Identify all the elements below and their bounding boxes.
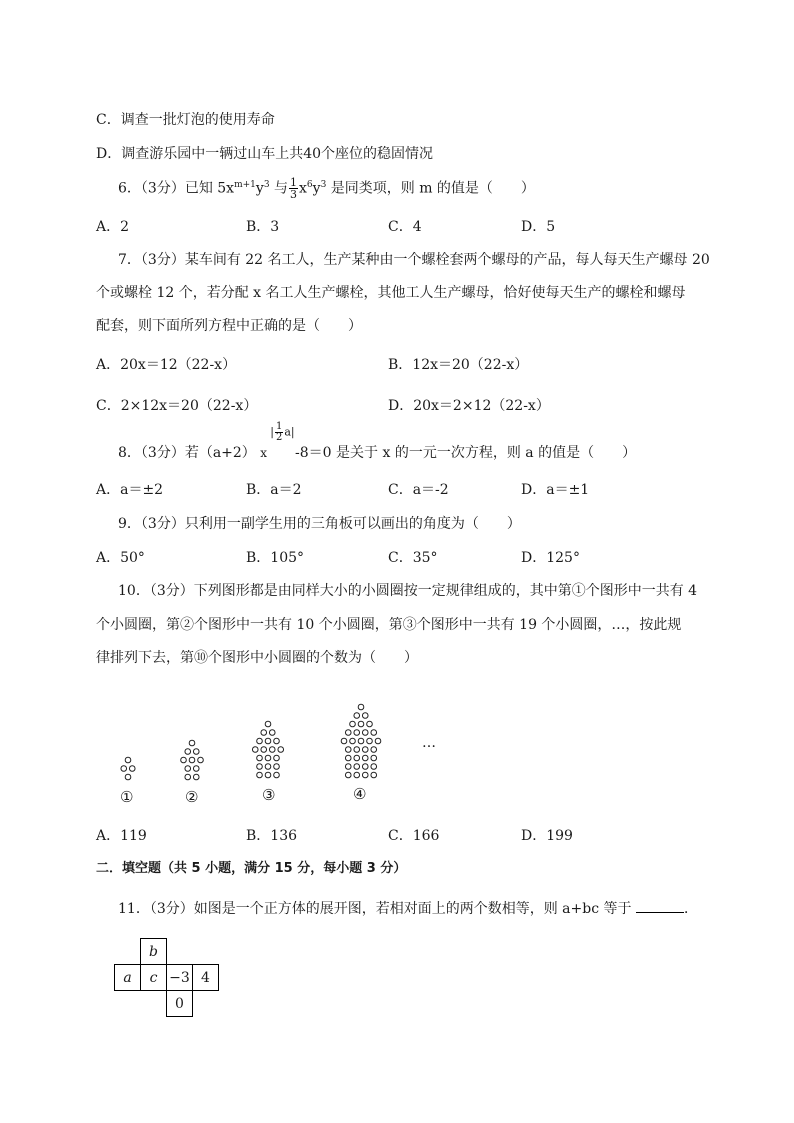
pattern-circle-fig3 [274,764,280,770]
q6-option-b: B．3 [246,219,280,235]
q10-option-c: C．166 [388,828,440,844]
pattern-circle-fig2 [193,749,199,755]
pattern-circle-fig4 [354,772,360,778]
power-expression: x | $\frac{1}{2}$ a| [260,421,295,460]
pattern-circle-fig3 [265,721,271,727]
question-9: 9．（3分）只利用一副学生用的三角板可以画出的角度为（ ） [118,516,521,532]
pattern-circle-fig4 [350,721,356,727]
q10-option-b: B．136 [246,828,298,844]
q8-option-b: B．a＝2 [246,482,302,498]
q8-option-c: C．a＝-2 [388,482,449,498]
q6-option-c: C．4 [388,219,422,235]
pattern-circle-fig1 [121,766,127,772]
q7-option-b: B．12x＝20（22-x） [388,357,529,373]
pattern-circle-fig4 [362,764,368,770]
answer-blank[interactable] [636,898,684,913]
net-cell-b: b [140,938,167,965]
pattern-circle-fig4 [371,755,377,761]
net-cell-0: 0 [166,990,193,1017]
pattern-circle-fig4 [375,738,381,744]
pattern-circle-fig4 [371,772,377,778]
q7-option-c: C．2×12x＝20（22-x） [96,398,258,414]
pattern-circle-fig4 [354,713,360,719]
pattern-circle-fig4 [371,764,377,770]
pattern-circle-fig4 [362,772,368,778]
pattern-circle-fig3 [252,747,258,753]
option-d-prev: D．调查游乐园中一辆过山车上共40个座位的稳固情况 [96,146,434,162]
pattern-circle-fig3 [257,755,263,761]
figure-label-4: ④ [353,785,367,803]
q9-option-d: D．125° [521,550,580,566]
pattern-circle-fig3 [274,772,280,778]
pattern-circle-fig2 [185,766,191,772]
q10-option-a: A．119 [96,828,147,844]
pattern-circle-fig2 [193,774,199,780]
pattern-circle-fig4 [354,764,360,770]
q8-option-d: D．a＝±1 [521,482,590,498]
pattern-circle-fig4 [358,704,364,710]
pattern-circle-fig4 [345,755,351,761]
pattern-circle-fig4 [345,730,351,736]
question-8: 8．（3分）若（a+2） x | $\frac{1}{2}$ a| -8＝0 是关于 x 的一元一次方程，则 a 的值是（ ） [118,421,637,461]
pattern-circle-fig2 [193,766,199,772]
question-7-line1: 7．（3分）某车间有 22 名工人，生产某种由一个螺栓套两个螺母的产品，每人每天生产螺母 20 [118,252,710,268]
net-cell-a: a [114,964,141,991]
q9-option-b: B．105° [246,550,305,566]
pattern-circle-fig4 [358,738,364,744]
pattern-circle-fig2 [181,757,187,763]
pattern-circle-fig3 [269,747,275,753]
pattern-circle-fig2 [189,740,195,746]
pattern-circle-fig4 [341,738,347,744]
q8-option-a: A．a＝±2 [96,482,164,498]
q6-option-a: A．2 [96,219,130,235]
pattern-circle-fig3 [265,772,271,778]
net-cell-4: 4 [192,964,219,991]
pattern-circle-fig4 [354,747,360,753]
pattern-circle-fig4 [362,747,368,753]
pattern-circle-fig3 [265,738,271,744]
figure-label-2: ② [185,788,199,806]
pattern-circle-fig4 [362,713,368,719]
pattern-circle-fig4 [345,772,351,778]
pattern-circle-fig4 [367,738,373,744]
pattern-circle-fig4 [367,721,373,727]
q10-option-d: D．199 [521,828,573,844]
pattern-circle-fig2 [185,749,191,755]
pattern-circle-fig3 [274,738,280,744]
q9-option-a: A．50° [96,550,145,566]
fraction-one-third: $\frac{1}{3}$ [290,176,297,202]
pattern-circle-fig3 [257,772,263,778]
pattern-circle-fig4 [362,730,368,736]
question-6: 6．（3分）已知 $5x^{m+1}y^3$ 与 $\frac{1}{3}$ $x^6y^3$ 是同类项，则 m 的值是（ ） [118,176,535,202]
pattern-circle-fig4 [350,738,356,744]
q9-option-c: C．35° [388,550,438,566]
pattern-circle-fig4 [345,764,351,770]
section-2-title: 二．填空题（共 5 小题，满分 15 分，每小题 3 分） [96,861,407,876]
question-10-line3: 律排列下去，第⑩个图形中小圆圈的个数为（ ） [96,650,418,666]
option-c-prev: C．调查一批灯泡的使用寿命 [96,112,275,128]
pattern-circle-fig3 [261,730,267,736]
pattern-circle-fig4 [345,747,351,753]
figure-label-3: ③ [262,786,276,804]
question-7-line2: 个或螺栓 12 个，若分配 x 名工人生产螺栓，其他工人生产螺母，恰好使每天生产的螺栓和螺母 [96,285,686,301]
net-cell-neg3: −3 [166,964,193,991]
pattern-circle-fig3 [261,747,267,753]
pattern-circle-fig3 [278,747,284,753]
question-11: 11．（3分）如图是一个正方体的展开图，若相对面上的两个数相等，则 a+bc 等于 ． [118,898,698,918]
question-10-line2: 个小圆圈，第②个图形中一共有 10 个小圆圈，第③个图形中一共有 19 个小圆圈，…，按此规 [96,617,682,633]
pattern-circle-fig3 [269,730,275,736]
pattern-circle-fig2 [185,774,191,780]
figure-ellipsis: … [422,735,436,751]
pattern-circle-fig3 [257,738,263,744]
pattern-circle-fig1 [125,757,131,763]
q7-option-d: D．20x＝2×12（22-x） [388,398,550,414]
pattern-circle-fig2 [189,757,195,763]
pattern-circle-fig3 [274,755,280,761]
pattern-circle-fig3 [265,755,271,761]
q6-option-d: D．5 [521,219,556,235]
pattern-circle-fig2 [198,757,204,763]
question-10-line1: 10．（3分）下列图形都是由同样大小的小圆圈按一定规律组成的，其中第①个图形中一共有 4 [118,583,698,599]
pattern-circle-fig4 [371,730,377,736]
pattern-circle-fig4 [358,721,364,727]
pattern-circle-fig4 [354,730,360,736]
pattern-circle-fig1 [129,766,135,772]
pattern-circle-fig4 [354,755,360,761]
pattern-circle-fig3 [257,764,263,770]
question-7-line3: 配套，则下面所列方程中正确的是（ ） [96,318,362,334]
pattern-circle-fig4 [371,747,377,753]
pattern-circle-fig4 [362,755,368,761]
net-cell-c: c [140,964,167,991]
pattern-circle-fig3 [265,764,271,770]
pattern-circle-fig1 [125,774,131,780]
figure-label-1: ① [120,788,134,806]
q7-option-a: A．20x＝12（22-x） [96,357,237,373]
